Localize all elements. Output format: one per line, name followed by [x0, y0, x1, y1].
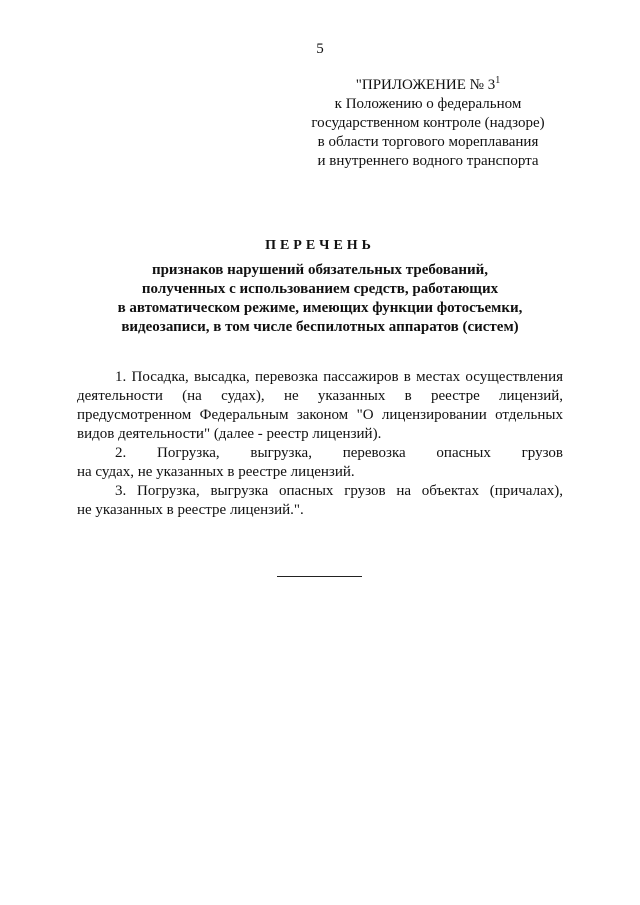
item-line: предусмотренном Федеральным законом "О лицензировании отдельных — [77, 407, 563, 423]
item-line: не указанных в реестре лицензий.". — [77, 502, 304, 518]
item-line: 3. Погрузка, выгрузка опасных грузов на объектах (причалах), — [115, 483, 563, 499]
subtitle-line: в автоматическом режиме, имеющих функции фотосъемки, — [117, 300, 523, 316]
subtitle-line: признаков нарушений обязательных требований, — [151, 262, 489, 278]
appendix-line: государственном контроле (надзоре) — [311, 115, 545, 131]
item-line: деятельности (на судах), не указанных в реестре лицензий, — [77, 388, 563, 404]
list-item-2 — [77, 444, 563, 482]
appendix-header — [296, 76, 560, 171]
appendix-title-line — [296, 76, 560, 95]
appendix-line: к Положению о федеральном — [334, 96, 522, 112]
appendix-line: в области торгового мореплавания — [317, 134, 539, 150]
document-body — [77, 368, 563, 520]
list-item-1 — [77, 368, 563, 444]
subtitle-line: полученных с использованием средств, работающих — [141, 281, 499, 297]
item-line: на судах, не указанных в реестре лицензий. — [77, 464, 355, 480]
appendix-title-superscript: 1 — [495, 75, 501, 86]
document-title: ПЕРЕЧЕНЬ — [265, 238, 375, 253]
item-line: видов деятельности" (далее - реестр лицензий). — [77, 426, 382, 442]
end-divider — [277, 576, 362, 577]
document-subtitle — [80, 261, 560, 337]
page-number: 5 — [316, 41, 324, 57]
list-item-3 — [77, 482, 563, 520]
appendix-line: и внутреннего водного транспорта — [317, 153, 539, 169]
appendix-title: "ПРИЛОЖЕНИЕ № 3 — [355, 77, 496, 93]
item-line: 2. Погрузка, выгрузка, перевозка опасных грузов — [115, 445, 563, 461]
item-line: 1. Посадка, высадка, перевозка пассажиров в местах осуществления — [115, 369, 563, 385]
subtitle-line: видеозаписи, в том числе беспилотных аппаратов (систем) — [121, 319, 519, 335]
